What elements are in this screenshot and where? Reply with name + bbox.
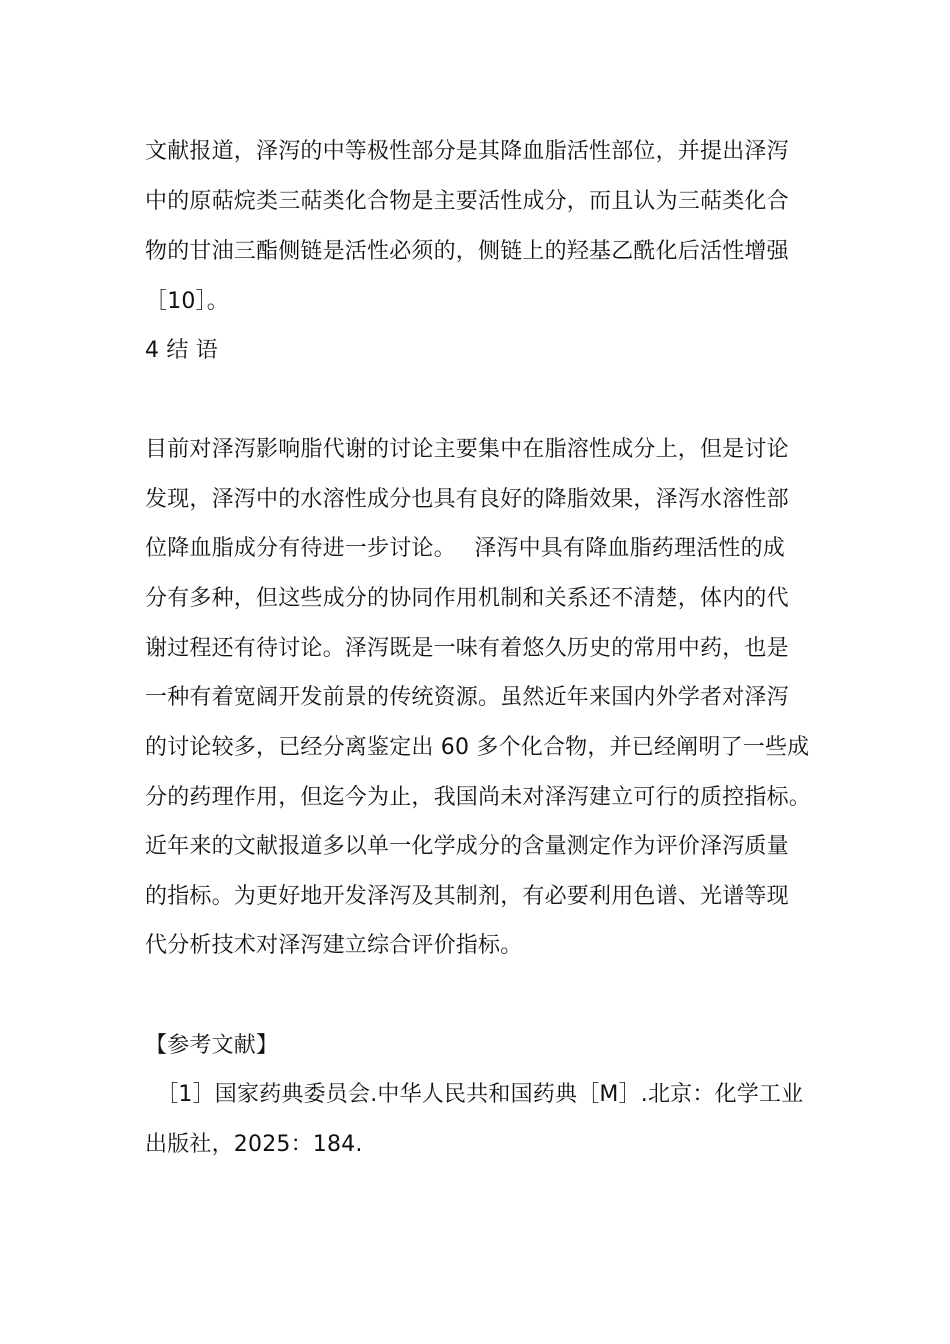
paragraph-2-line-11: 代分析技术对泽泻建立综合评价指标。 — [145, 933, 523, 958]
reference-item-line-2: 出版社，2025：184. — [145, 1132, 363, 1157]
paragraph-2-line-8: 分的药理作用，但迄今为止，我国尚未对泽泻建立可行的质控指标。 — [145, 785, 812, 810]
paragraph-2-line-10: 的指标。为更好地开发泽泻及其制剂，有必要利用色谱、光谱等现 — [145, 884, 789, 909]
paragraph-2-line-2: 发现，泽泻中的水溶性成分也具有良好的降脂效果，泽泻水溶性部 — [145, 487, 789, 512]
paragraph-1-line-1: 文献报道，泽泻的中等极性部分是其降血脂活性部位，并提出泽泻 — [145, 139, 789, 164]
reference-item-line-1: ［1］国家药典委员会.中华人民共和国药典［M］.北京：化学工业 — [145, 1082, 804, 1107]
paragraph-2-line-1: 目前对泽泻影响脂代谢的讨论主要集中在脂溶性成分上，但是讨论 — [145, 437, 789, 462]
paragraph-2-line-9: 近年来的文献报道多以单一化学成分的含量测定作为评价泽泻质量 — [145, 834, 789, 859]
paragraph-1-line-4: ［10］。 — [145, 289, 229, 314]
section-heading: 4 结 语 — [145, 338, 218, 363]
paragraph-1-line-3: 物的甘油三酯侧链是活性必须的，侧链上的羟基乙酰化后活性增强 — [145, 239, 789, 264]
paragraph-2-line-5: 谢过程还有待讨论。泽泻既是一味有着悠久历史的常用中药，也是 — [145, 636, 789, 661]
paragraph-1-line-2: 中的原萜烷类三萜类化合物是主要活性成分，而且认为三萜类化合 — [145, 189, 789, 214]
paragraph-2-line-6: 一种有着宽阔开发前景的传统资源。虽然近年来国内外学者对泽泻 — [145, 685, 789, 710]
paragraph-2-line-7: 的讨论较多，已经分离鉴定出 60 多个化合物，并已经阐明了一些成 — [145, 735, 810, 760]
paragraph-2-line-3: 位降血脂成分有待进一步讨论。 泽泻中具有降血脂药理活性的成 — [145, 536, 785, 561]
references-heading: 【参考文献】 — [145, 1033, 279, 1058]
paragraph-2-line-4: 分有多种，但这些成分的协同作用机制和关系还不清楚，体内的代 — [145, 586, 789, 611]
